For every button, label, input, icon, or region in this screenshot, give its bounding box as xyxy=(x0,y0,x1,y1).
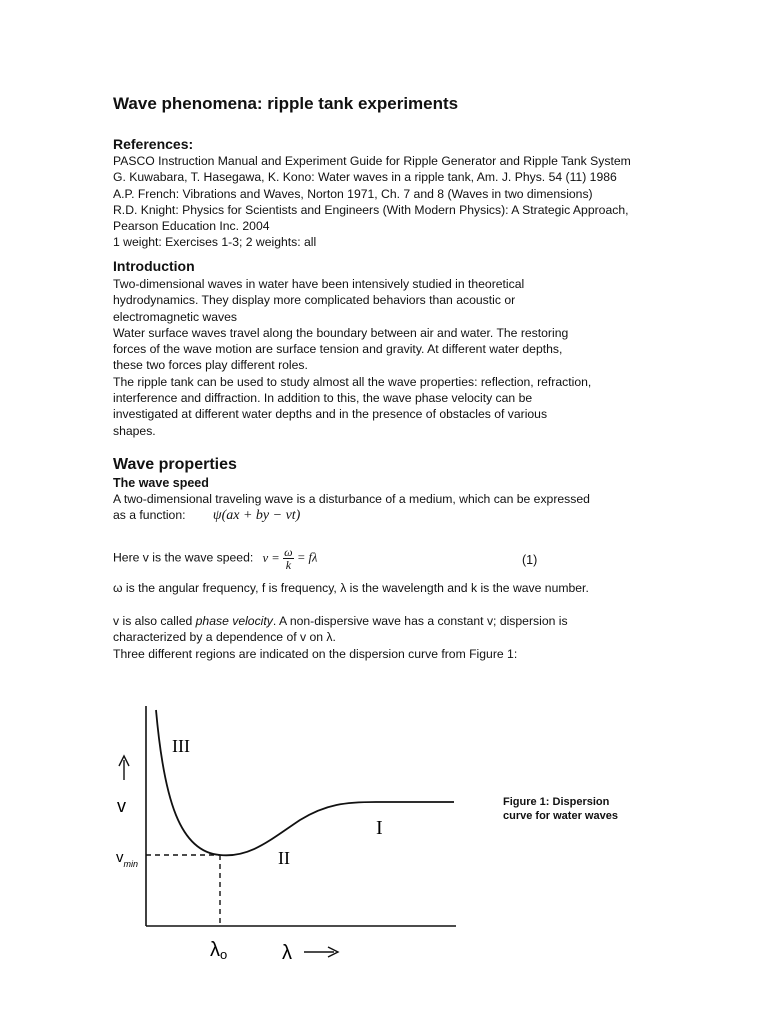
lambda0-sub: o xyxy=(220,947,228,962)
phase-pre: v is also called xyxy=(113,614,196,628)
intro-line: investigated at different water depths and in the presence of obstacles of various xyxy=(113,407,548,422)
dispersion-line: characterized by a dependence of v on λ. xyxy=(113,630,336,645)
page-title: Wave phenomena: ripple tank experiments xyxy=(113,94,459,113)
intro-line: The ripple tank can be used to study almost all the wave properties: reflection, refraction, xyxy=(113,374,592,389)
reference-item: 1 weight: Exercises 1-3; 2 weights: all xyxy=(113,235,317,250)
caption-line: curve for water waves xyxy=(503,810,618,822)
intro-line: interference and diffraction. In addition to this, the wave phase velocity can be xyxy=(113,391,533,406)
introduction-heading: Introduction xyxy=(113,258,195,274)
lambda0-main: λ xyxy=(210,939,220,961)
fraction-numerator: ω xyxy=(284,545,293,559)
omega-definition: ω is the angular frequency, f is frequency, λ is the wavelength and k is the wave number. xyxy=(113,581,589,595)
vmin-main: v xyxy=(116,849,124,866)
intro-line: shapes. xyxy=(113,423,156,438)
phase-velocity-term: phase velocity xyxy=(195,614,273,628)
region-label-II: II xyxy=(278,848,290,868)
figure-caption xyxy=(503,795,618,823)
region-label-I: I xyxy=(376,817,383,839)
fraction-denominator: k xyxy=(285,558,292,572)
omega-over-k-fraction xyxy=(283,546,293,571)
speed-prefix: Here v is the wave speed: xyxy=(113,550,254,565)
lambda0-label xyxy=(210,939,227,962)
wave-function-text xyxy=(113,491,590,525)
wave-function-line: A two-dimensional traveling wave is a disturbance of a medium, which can be expressed xyxy=(113,492,590,506)
dispersion-text xyxy=(113,613,568,662)
phase-velocity-line xyxy=(113,613,568,629)
references-heading: References: xyxy=(113,136,194,152)
wave-speed-subheading: The wave speed xyxy=(113,476,209,490)
intro-line: these two forces play different roles. xyxy=(113,358,308,373)
wave-function-expression: ψ(ax + by − vt) xyxy=(212,508,301,524)
region-label-III: III xyxy=(172,736,190,756)
intro-line: electromagnetic waves xyxy=(113,309,237,324)
intro-line: Water surface waves travel along the boundary between air and water. The restoring xyxy=(113,325,569,340)
function-intro: as a function: xyxy=(113,508,186,523)
intro-line: Two-dimensional waves in water have been intensively studied in theoretical xyxy=(113,277,525,291)
intro-line: forces of the wave motion are surface tension and gravity. At different water depths, xyxy=(113,342,563,357)
references-list xyxy=(113,153,631,251)
vmin-sub: min xyxy=(123,859,139,869)
y-axis-label: v xyxy=(117,796,126,816)
reference-item: PASCO Instruction Manual and Experiment Guide for Ripple Generator and Ripple Tank System xyxy=(113,154,631,168)
introduction-text xyxy=(113,276,591,439)
speed-lhs: v = xyxy=(262,550,280,565)
caption-line: Figure 1: Dispersion xyxy=(503,796,610,808)
speed-rhs: = fλ xyxy=(297,550,318,565)
wave-function-line-2 xyxy=(113,507,590,524)
reference-item: G. Kuwabara, T. Hasegawa, K. Kono: Water waves in a ripple tank, Am. J. Phys. 54 (11) 1986 xyxy=(113,170,617,185)
reference-item: A.P. French: Vibrations and Waves, Norton 1971, Ch. 7 and 8 (Waves in two dimensions) xyxy=(113,186,593,201)
reference-item: R.D. Knight: Physics for Scientists and Engineers (With Modern Physics): A Strategic Approach, xyxy=(113,202,629,217)
reference-item: Pearson Education Inc. 2004 xyxy=(113,219,270,234)
dispersion-curve-figure xyxy=(100,680,480,980)
dispersion-curve xyxy=(156,710,454,855)
phase-post: . A non-dispersive wave has a constant v; dispersion is xyxy=(272,614,568,628)
equation-number: (1) xyxy=(522,553,538,567)
x-axis-label: λ xyxy=(282,942,292,964)
vmin-label xyxy=(116,849,138,869)
wave-properties-heading: Wave properties xyxy=(113,456,237,473)
intro-line: hydrodynamics. They display more complicated behaviors than acoustic or xyxy=(113,293,516,308)
dispersion-line: Three different regions are indicated on the dispersion curve from Figure 1: xyxy=(113,646,518,661)
wave-speed-equation xyxy=(113,546,317,571)
